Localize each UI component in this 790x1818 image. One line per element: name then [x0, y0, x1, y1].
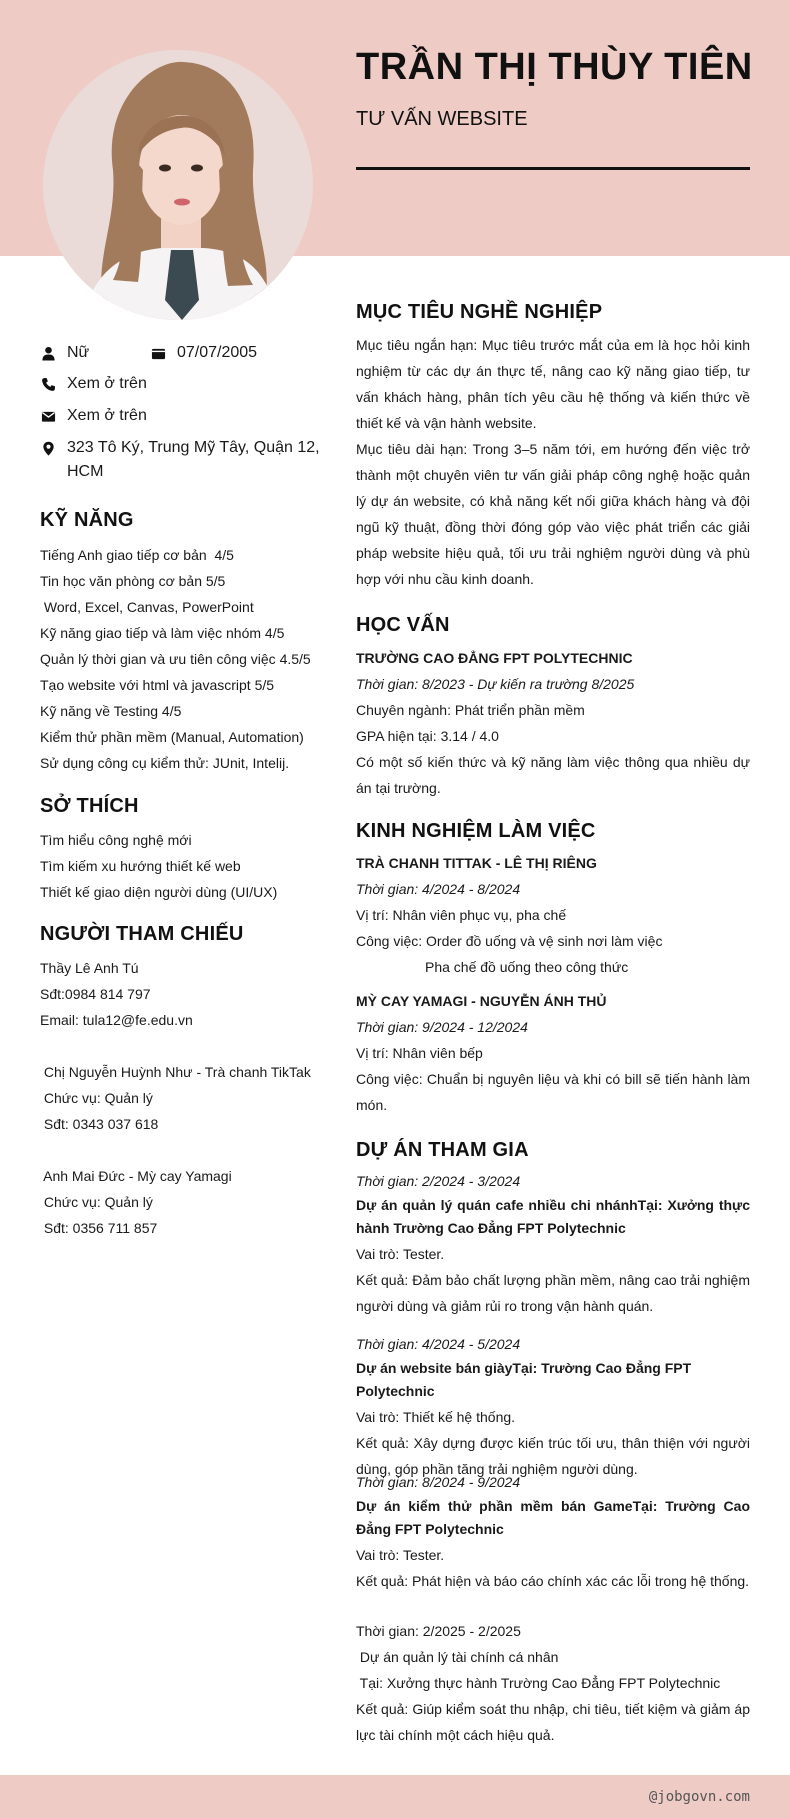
phone-icon [40, 372, 56, 396]
objective-text [356, 332, 750, 592]
project-time: Thời gian: 4/2024 - 5/2024 [356, 1336, 521, 1352]
candidate-name: TRẦN THỊ THÙY TIÊN [356, 46, 753, 88]
project-role: Vai trò: Thiết kế hệ thống. [356, 1409, 516, 1425]
contact-phone [40, 372, 147, 396]
project-name: Dự án quản lý tài chính cá nhân [356, 1649, 559, 1665]
reference-line: Sđt:0984 814 797 [40, 986, 151, 1002]
skill-item: Tin học văn phòng cơ bản 5/5 [40, 573, 226, 589]
project-time: Thời gian: 2/2025 - 2/2025 [356, 1623, 521, 1639]
email-icon [40, 404, 56, 428]
hobbies-list [40, 827, 330, 905]
hobbies-title: SỞ THÍCH [40, 795, 139, 817]
gender-value: Nữ [67, 344, 90, 361]
education-major: Chuyên ngành: Phát triển phần mềm [356, 702, 585, 718]
experience-title: KINH NGHIỆM LÀM VIỆC [356, 820, 596, 842]
hobby-item: Tìm hiểu công nghệ mới [40, 832, 192, 848]
education-time: Thời gian: 8/2023 - Dự kiến ra trường 8/2025 [356, 676, 635, 692]
references-list [40, 955, 330, 1241]
objective-short-term: Mục tiêu ngắn hạn: Mục tiêu trước mắt của em là học hỏi kinh nghiệm từ các dự án thực tế, nâng cao kỹ năng giao tiếp, tư vấn khách hàng, phân tích yêu cầu hệ thống và kiến thức về thiết kế và vận hành website. [356, 337, 750, 431]
project-1 [356, 1168, 750, 1319]
project-name: Dự án kiểm thử phần mềm bán GameTại: Trường Cao Đẳng FPT Polytechnic [356, 1498, 750, 1537]
phone-value: Xem ở trên [67, 375, 147, 392]
skills-title: KỸ NĂNG [40, 509, 134, 531]
experience-job-1 [356, 850, 750, 980]
skill-item: Word, Excel, Canvas, PowerPoint [40, 599, 254, 615]
reference-line: Sđt: 0343 037 618 [40, 1116, 159, 1132]
education-block [356, 645, 750, 801]
project-result: Kết quả: Xây dựng được kiến trúc tối ưu, thân thiện với người dùng, góp phần tăng trải nghiệm người dùng. [356, 1435, 750, 1477]
location-pin-icon [40, 436, 56, 460]
skill-item: Kiểm thử phần mềm (Manual, Automation) [40, 729, 304, 745]
project-4 [356, 1618, 750, 1748]
reference-line: Chức vụ: Quản lý [40, 1090, 153, 1106]
skill-item: Quản lý thời gian và ưu tiên công việc 4.5/5 [40, 651, 311, 667]
skill-item: Sử dụng công cụ kiểm thử: JUnit, Intelij. [40, 755, 290, 771]
project-time: Thời gian: 8/2024 - 9/2024 [356, 1474, 521, 1490]
contact-gender [40, 341, 89, 365]
reference-line: Chị Nguyễn Huỳnh Như - Trà chanh TikTak [40, 1064, 311, 1080]
birthday-value: 07/07/2005 [177, 344, 258, 361]
calendar-icon [150, 341, 166, 365]
contact-birthday [150, 341, 257, 365]
project-result: Kết quả: Phát hiện và báo cáo chính xác các lỗi trong hệ thống. [356, 1573, 750, 1589]
job-position: Vị trí: Nhân viên phục vụ, pha chế [356, 907, 567, 923]
reference-line: Anh Mai Đức - Mỳ cay Yamagi [40, 1168, 232, 1184]
reference-line [40, 1137, 330, 1163]
school-name: TRƯỜNG CAO ĐẲNG FPT POLYTECHNIC [356, 650, 633, 666]
skill-item: Kỹ năng về Testing 4/5 [40, 703, 182, 719]
education-gpa: GPA hiện tại: 3.14 / 4.0 [356, 728, 499, 744]
experience-job-2 [356, 988, 750, 1118]
references-title: NGƯỜI THAM CHIẾU [40, 923, 244, 945]
skill-item: Tạo website với html và javascript 5/5 [40, 677, 275, 693]
profile-photo [43, 50, 313, 320]
job-duty: Công việc: Order đồ uống và vệ sinh nơi làm việc [356, 933, 663, 949]
address-line-1: 323 Tô Ký, Trung Mỹ Tây, Quận 12, [67, 439, 320, 456]
hobby-item: Thiết kế giao diện người dùng (UI/UX) [40, 884, 278, 900]
job-time: Thời gian: 4/2024 - 8/2024 [356, 881, 521, 897]
reference-line [40, 1033, 330, 1059]
projects-title: DỰ ÁN THAM GIA [356, 1139, 529, 1161]
job-company: TRÀ CHANH TITTAK - LÊ THỊ RIÊNG [356, 855, 597, 871]
address-line-2: HCM [67, 463, 104, 480]
project-name: Dự án website bán giàyTại: Trường Cao Đẳng FPT Polytechnic [356, 1360, 692, 1399]
email-value: Xem ở trên [67, 407, 147, 424]
reference-line: Email: tula12@fe.edu.vn [40, 1012, 193, 1028]
address-value [67, 436, 320, 484]
skills-list [40, 542, 330, 776]
person-icon [40, 341, 56, 365]
title-divider [356, 167, 750, 170]
reference-line: Chức vụ: Quản lý [40, 1194, 153, 1210]
reference-line: Thầy Lê Anh Tú [40, 960, 139, 976]
hobby-item: Tìm kiếm xu hướng thiết kế web [40, 858, 241, 874]
objective-title: MỤC TIÊU NGHỀ NGHIỆP [356, 301, 603, 323]
job-duty-2: Pha chế đồ uống theo công thức [425, 959, 629, 975]
job-company: MỲ CAY YAMAGI - NGUYỄN ÁNH THỦ [356, 993, 607, 1009]
project-time: Thời gian: 2/2024 - 3/2024 [356, 1173, 521, 1189]
project-role: Vai trò: Tester. [356, 1246, 445, 1262]
project-3 [356, 1469, 750, 1594]
watermark: @jobgovn.com [648, 1789, 750, 1805]
objective-long-term: Mục tiêu dài hạn: Trong 3–5 năm tới, em hướng đến việc trở thành một chuyên viên tư vấn giải pháp công nghệ hoặc quản lý dự án website, có khả năng kết nối giữa khách hàng và đội ngũ kỹ thuật, đồng thời đóng góp vào việc phát triển các giải pháp website hiệu quả, tối ưu trải nghiệm người dùng và phù hợp với nhu cầu kinh doanh. [356, 441, 750, 587]
skill-item: Kỹ năng giao tiếp và làm việc nhóm 4/5 [40, 625, 285, 641]
education-title: HỌC VẤN [356, 614, 450, 636]
education-note: Có một số kiến thức và kỹ năng làm việc thông qua nhiều dự án tại trường. [356, 754, 750, 796]
project-result: Kết quả: Đảm bảo chất lượng phần mềm, nâng cao trải nghiệm người dùng và giảm rủi ro trong vận hành quán. [356, 1272, 750, 1314]
contact-email [40, 404, 147, 428]
project-place: Tại: Xưởng thực hành Trường Cao Đẳng FPT Polytechnic [356, 1675, 721, 1691]
project-2 [356, 1331, 750, 1482]
contact-address [40, 436, 320, 484]
skill-item: Tiếng Anh giao tiếp cơ bản 4/5 [40, 547, 234, 563]
project-result: Kết quả: Giúp kiểm soát thu nhập, chi tiêu, tiết kiệm và giảm áp lực tài chính một cách hiệu quả. [356, 1701, 750, 1743]
project-role: Vai trò: Tester. [356, 1547, 445, 1563]
job-time: Thời gian: 9/2024 - 12/2024 [356, 1019, 528, 1035]
job-duty: Công việc: Chuẩn bị nguyên liệu và khi có bill sẽ tiến hành làm món. [356, 1071, 750, 1113]
reference-line: Sđt: 0356 711 857 [40, 1220, 158, 1236]
project-name: Dự án quản lý quán cafe nhiều chi nhánhTại: Xưởng thực hành Trường Cao Đẳng FPT Polytechnic [356, 1197, 750, 1236]
job-position: Vị trí: Nhân viên bếp [356, 1045, 483, 1061]
job-title: TƯ VẤN WEBSITE [356, 108, 528, 130]
